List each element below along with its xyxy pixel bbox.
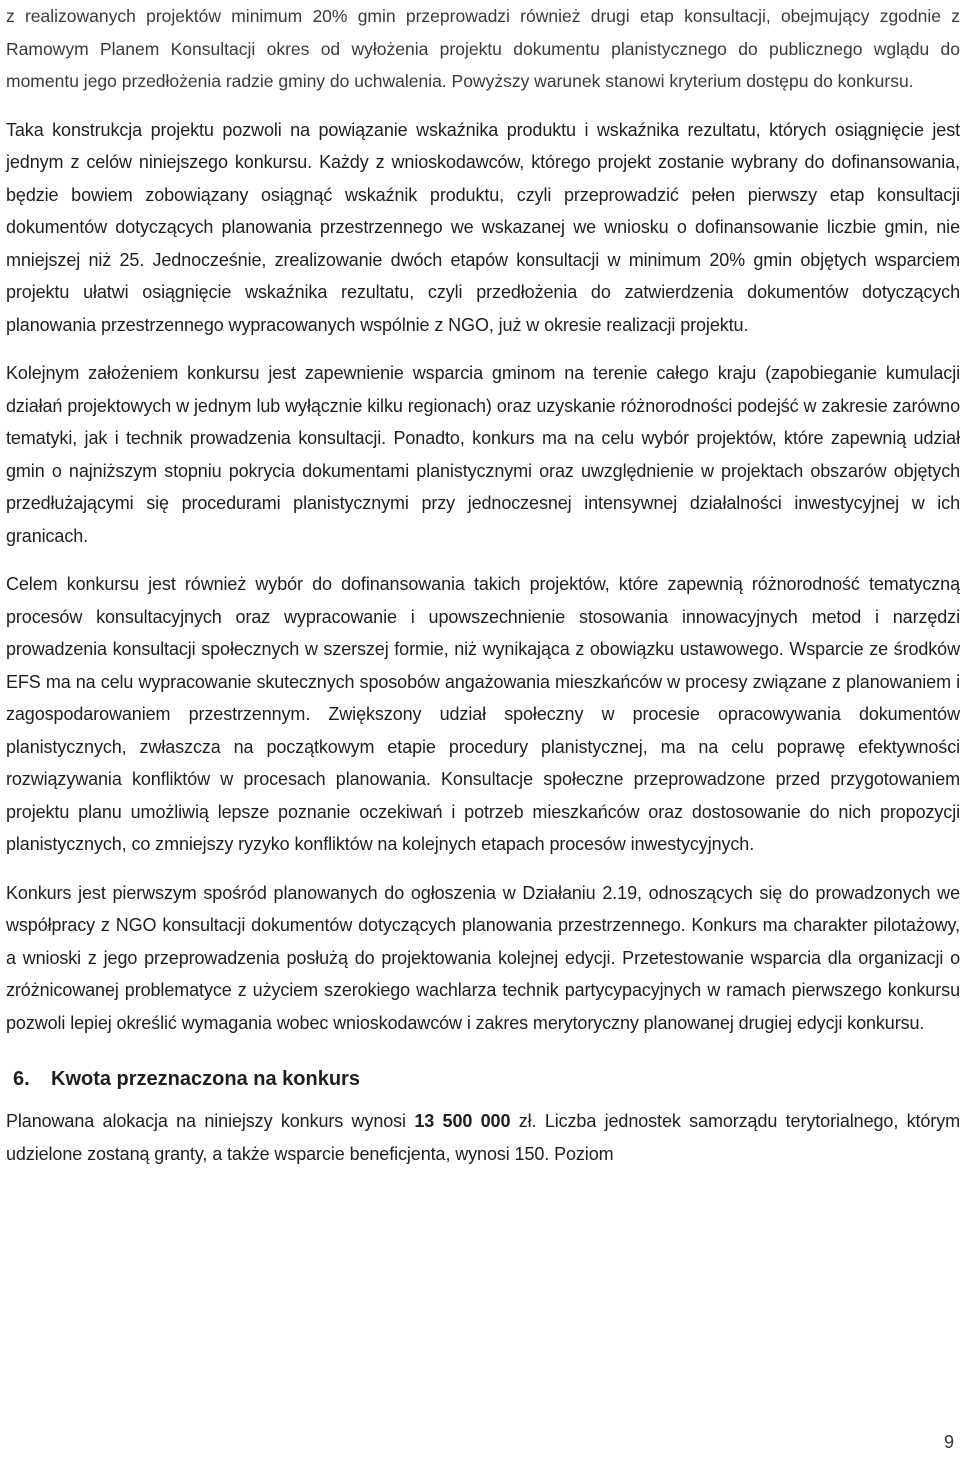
section-number: 6. bbox=[13, 1068, 30, 1090]
document-page bbox=[6, 0, 960, 1170]
allocation-text-after: zł. Liczba jednostek samorządu terytorialnego, którym udzielone zostaną granty, a także wsparcie beneficjenta, wynosi 150. Poziom bbox=[6, 1111, 960, 1164]
paragraph-allocation bbox=[6, 1105, 960, 1170]
spacer bbox=[6, 861, 960, 877]
paragraph-3: Kolejnym założeniem konkursu jest zapewnienie wsparcia gminom na terenie całego kraju (zapobieganie kumulacji działań projektowych w jednym lub wyłącznie kilku regionach) oraz uzyskanie różnorodności podejść w zakresie zarówno tematyki, jak i technik prowadzenia konsultacji. Ponadto, konkurs ma na celu wybór projektów, które zapewnią udział gmin o najniższym stopniu pokrycia dokumentami planistycznymi oraz uwzględnienie w projektach obszarów objętych przedłużającymi się procedurami planistycznymi przy jednoczesnej intensywnej działalności inwestycyjnej w ich granicach. bbox=[6, 363, 960, 546]
allocation-amount: 13 500 000 bbox=[414, 1111, 511, 1131]
allocation-text-before: Planowana alokacja na niniejszy konkurs wynosi bbox=[6, 1111, 415, 1131]
paragraph-4: Celem konkursu jest również wybór do dofinansowania takich projektów, które zapewnią różnorodność tematyczną procesów konsultacyjnych oraz wypracowanie i upowszechnienie stosowania innowacyjnych metod i narzędzi prowadzenia konsultacji społecznych w szerszej formie, niż wynikająca z obowiązku ustawowego. Wsparcie ze środków EFS ma na celu wypracowanie skutecznych sposobów angażowania mieszkańców w procesy związane z planowaniem i zagospodarowaniem przestrzennym. Zwiększony udział społeczny w procesie opracowywania dokumentów planistycznych, zwłaszcza na początkowym etapie procedury planistycznej, ma na celu poprawę efektywności rozwiązywania konfliktów w procesach planowania. Konsultacje społeczne przeprowadzone przed przygotowaniem projektu planu umożliwią lepsze poznanie oczekiwań i potrzeb mieszkańców oraz dostosowanie do nich propozycji planistycznych, co zmniejszy ryzyko konfliktów na kolejnych etapach procesów inwestycyjnych. bbox=[6, 574, 960, 854]
spacer bbox=[6, 98, 960, 114]
section-title: Kwota przeznaczona na konkurs bbox=[51, 1068, 360, 1090]
paragraph-2: Taka konstrukcja projektu pozwoli na powiązanie wskaźnika produktu i wskaźnika rezultatu, których osiągnięcie jest jednym z celów niniejszego konkursu. Każdy z wnioskodawców, którego projekt zostanie wybrany do dofinansowania, będzie bowiem zobowiązany osiągnąć wskaźnik produktu, czyli przeprowadzić pełen pierwszy etap konsultacji dokumentów dotyczących planowania przestrzennego we wskazanej we wniosku o dofinansowanie liczbie gmin, nie mniejszej niż 25. Jednocześnie, zrealizowanie dwóch etapów konsultacji w minimum 20% gmin objętych wsparciem projektu ułatwi osiągnięcie wskaźnika rezultatu, czyli przedłożenia do zatwierdzenia dokumentów dotyczących planowania przestrzennego wypracowanych wspólnie z NGO, już w okresie realizacji projektu. bbox=[6, 119, 960, 335]
spacer bbox=[6, 552, 960, 568]
page-number: 9 bbox=[943, 1432, 954, 1452]
paragraph-5: Konkurs jest pierwszym spośród planowanych do ogłoszenia w Działaniu 2.19, odnoszących się do prowadzonych we współpracy z NGO konsultacji dokumentów dotyczących planowania przestrzennego. Konkurs ma charakter pilotażowy, a wnioski z jego przeprowadzenia posłużą do projektowania kolejnej edycji. Przetestowanie wsparcia dla organizacji o zróżnicowanej problematyce z użyciem szerokiego wachlarza technik partycypacyjnych w ramach pierwszego konkursu pozwoli lepiej określić wymagania wobec wnioskodawców i zakres merytoryczny planowanej drugiej edycji konkursu. bbox=[6, 882, 960, 1033]
paragraph-1: z realizowanych projektów minimum 20% gmin przeprowadzi również drugi etap konsultacji, obejmujący zgodnie z Ramowym Planem Konsultacji okres od wyłożenia projektu dokumentu planistycznego do publicznego wglądu do momentu jego przedłożenia radzie gminy do uchwalenia. Powyższy warunek stanowi kryterium dostępu do konkursu. bbox=[6, 6, 960, 91]
spacer bbox=[6, 1039, 960, 1055]
spacer bbox=[6, 341, 960, 357]
section-heading bbox=[6, 1065, 960, 1093]
